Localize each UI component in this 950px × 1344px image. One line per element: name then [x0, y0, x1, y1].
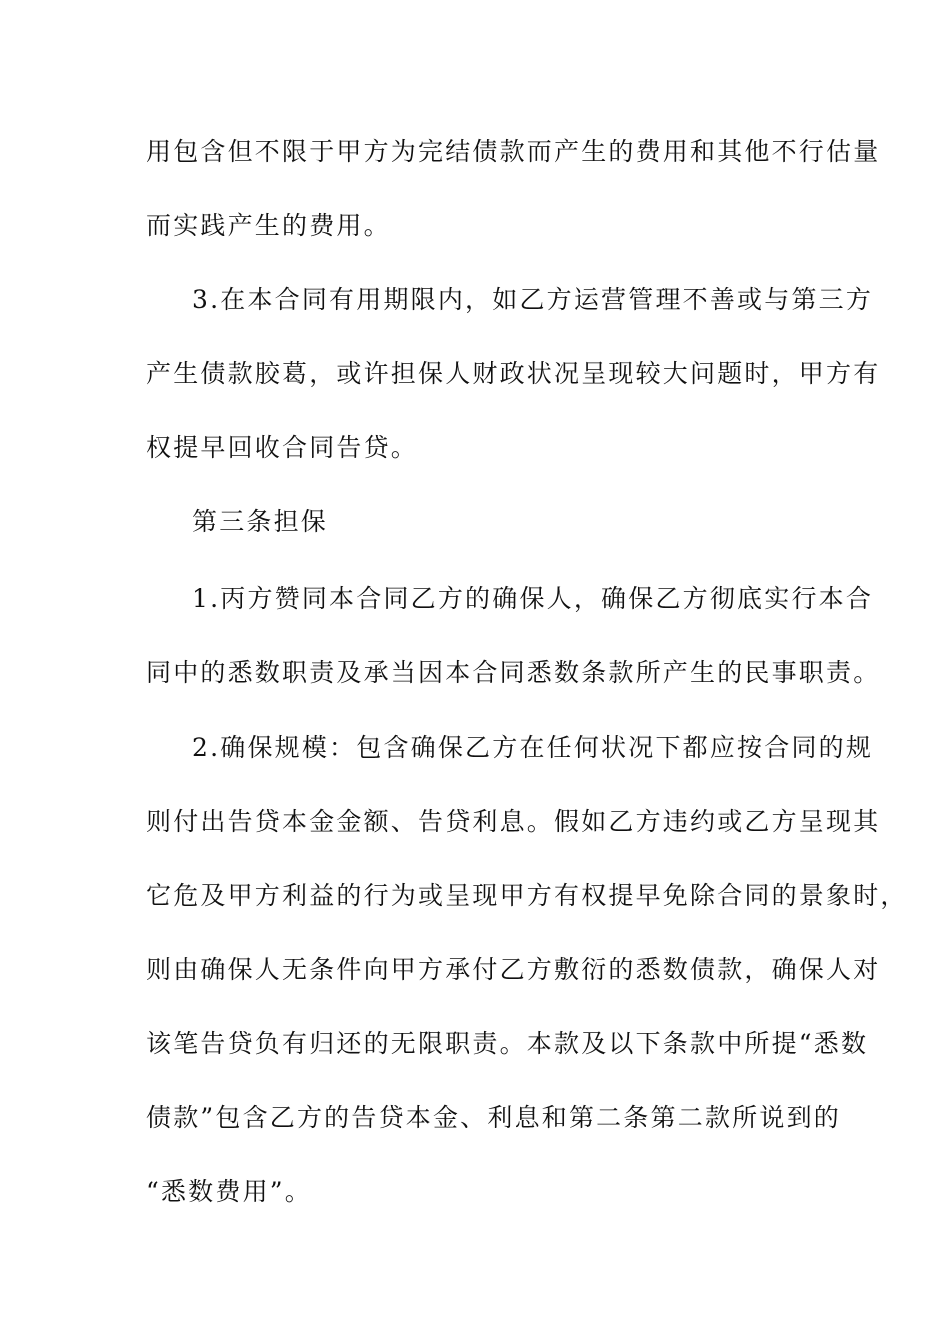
text-line: 该笔告贷负有归还的无限职责。本款及以下条款中所提“悉数 [146, 1029, 869, 1058]
section-heading: 第三条担保 [192, 507, 329, 536]
text-line: 1.丙方赞同本合同乙方的确保人，确保乙方彻底实行本合 [192, 584, 874, 613]
text-line: 2.确保规模：包含确保乙方在任何状况下都应按合同的规 [192, 733, 874, 762]
text-line: 它危及甲方利益的行为或呈现甲方有权提早免除合同的景象时， [146, 881, 908, 910]
text-line: 则由确保人无条件向甲方承付乙方敷衍的悉数债款，确保人对 [146, 955, 881, 984]
text-line: “悉数费用”。 [146, 1177, 312, 1206]
text-line: 3.在本合同有用期限内，如乙方运营管理不善或与第三方 [192, 285, 874, 314]
text-line: 而实践产生的费用。 [146, 211, 391, 240]
text-line: 则付出告贷本金金额、告贷利息。假如乙方违约或乙方呈现其 [146, 807, 881, 836]
text-line: 同中的悉数职责及承当因本合同悉数条款所产生的民事职责。 [146, 658, 881, 687]
text-line: 债款”包含乙方的告贷本金、利息和第二条第二款所说到的 [146, 1103, 841, 1132]
text-line: 用包含但不限于甲方为完结债款而产生的费用和其他不行估量 [146, 137, 881, 166]
text-line: 产生债款胶葛，或许担保人财政状况呈现较大问题时，甲方有 [146, 359, 881, 388]
text-line: 权提早回收合同告贷。 [146, 433, 419, 462]
